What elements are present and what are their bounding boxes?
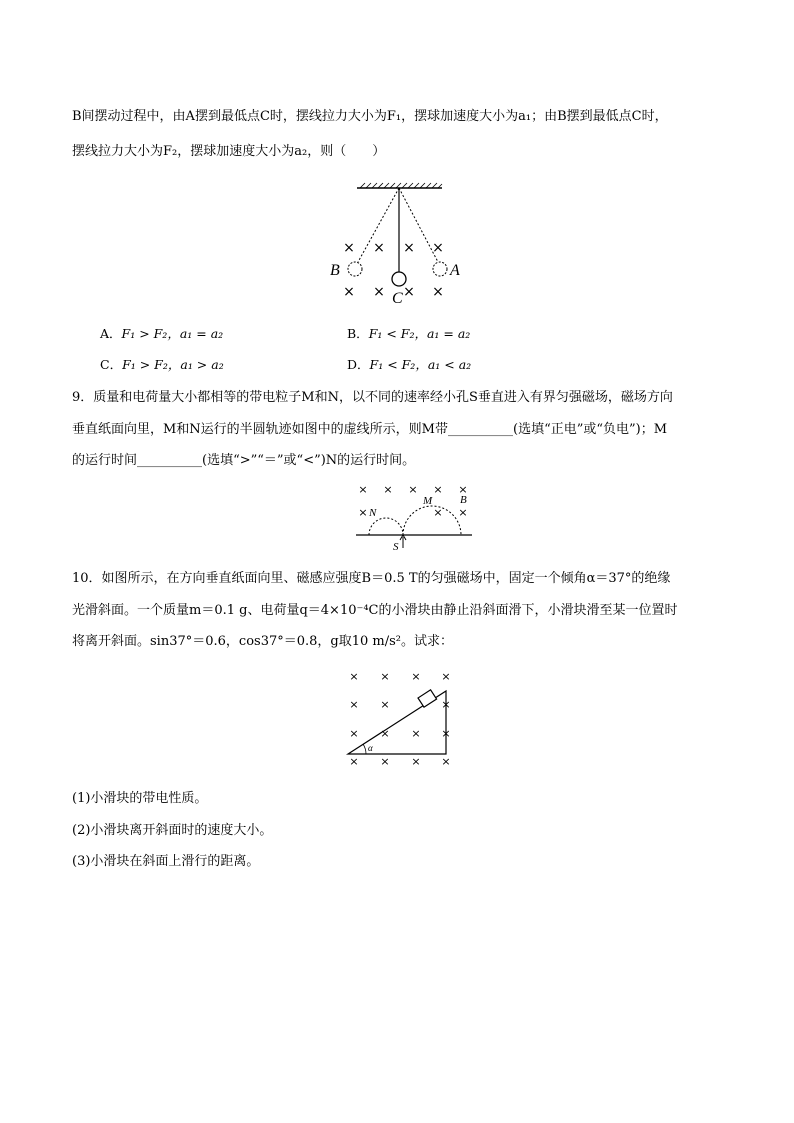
field-cross: ×	[432, 284, 444, 300]
q10-part-2: (2)小滑块离开斜面时的速度大小。	[72, 823, 273, 838]
trajectory-M	[403, 506, 461, 535]
q8-option-D	[347, 356, 471, 374]
q10-part-1: (1)小滑块的带电性质。	[72, 791, 208, 806]
field-cross: ×	[358, 483, 368, 496]
q8-option-C	[100, 356, 224, 374]
field-cross: ×	[411, 670, 421, 683]
field-cross: ×	[441, 727, 451, 740]
field-cross: ×	[373, 240, 385, 256]
label-C: C	[392, 290, 403, 307]
option-text: F₁ > F₂，a₁ = a₂	[121, 326, 224, 341]
pendulum-figure	[320, 180, 480, 310]
option-text: F₁ < F₂，a₁ < a₂	[369, 357, 472, 372]
label-A: A	[450, 262, 460, 279]
field-cross: ×	[441, 698, 451, 711]
field-cross: ×	[403, 284, 415, 300]
field-cross: ×	[343, 240, 355, 256]
field-cross: ×	[380, 727, 390, 740]
field-cross: ×	[441, 670, 451, 683]
label-S: S	[393, 541, 399, 553]
q9-text-line-1: 9．质量和电荷量大小都相等的带电粒子M和N，以不同的速率经小孔S垂直进入有界匀强磁场，磁场方向	[72, 390, 673, 405]
field-cross: ×	[433, 506, 443, 519]
label-N: N	[369, 507, 377, 519]
field-cross: ×	[411, 727, 421, 740]
field-cross: ×	[408, 483, 418, 496]
field-cross: ×	[380, 670, 390, 683]
field-cross: ×	[380, 755, 390, 768]
magnetic-field-trajectory-figure	[348, 478, 478, 558]
field-cross: ×	[433, 483, 443, 496]
field-cross: ×	[403, 240, 415, 256]
ball-A	[433, 262, 447, 276]
option-letter: B．	[347, 326, 369, 341]
field-cross: ×	[373, 284, 385, 300]
label-M: M	[423, 495, 433, 507]
option-text: F₁ > F₂，a₁ > a₂	[122, 357, 224, 372]
slider-block	[418, 690, 437, 707]
incline-figure	[340, 665, 460, 770]
field-cross: ×	[458, 506, 468, 519]
field-cross: ×	[383, 483, 393, 496]
q10-text-line-2: 光滑斜面。一个质量m＝0.1 g、电荷量q＝4×10⁻⁴C的小滑块由静止沿斜面滑下，小滑块滑至某一位置时	[72, 603, 678, 618]
field-cross: ×	[441, 755, 451, 768]
q8-text-line-2: 摆线拉力大小为F₂，摆球加速度大小为a₂，则（ ）	[72, 144, 386, 159]
ball-B	[348, 262, 362, 276]
option-text: F₁ < F₂，a₁ = a₂	[368, 326, 471, 341]
q10-text-line-3: 将离开斜面。sin37°＝0.6，cos37°＝0.8，g取10 m/s²。试求：	[72, 634, 453, 649]
q8-option-A	[100, 325, 223, 343]
field-cross: ×	[349, 755, 359, 768]
label-alpha: α	[368, 743, 373, 753]
option-letter: C．	[100, 357, 123, 372]
q9-text-line-3: 的运行时间__________(选填“>”“＝”或“<”)N的运行时间。	[72, 453, 416, 468]
field-cross: ×	[458, 483, 468, 496]
field-cross: ×	[411, 755, 421, 768]
q10-text-line-1: 10．如图所示，在方向垂直纸面向里、磁感应强度B＝0.5 T的匀强磁场中，固定一个倾角α＝37°的绝缘	[72, 571, 671, 586]
q10-part-3: (3)小滑块在斜面上滑行的距离。	[72, 854, 260, 869]
field-cross: ×	[349, 698, 359, 711]
q9-text-line-2: 垂直纸面向里，M和N运行的半圆轨迹如图中的虚线所示，则M带__________(选填“正电”或“负电”)；M	[72, 422, 668, 437]
field-cross: ×	[432, 240, 444, 256]
q8-option-B	[347, 325, 470, 343]
option-letter: D．	[347, 357, 370, 372]
field-cross: ×	[349, 670, 359, 683]
field-cross: ×	[343, 284, 355, 300]
field-cross: ×	[349, 727, 359, 740]
q8-text-line-1: B间摆动过程中，由A摆到最低点C时，摆线拉力大小为F₁，摆球加速度大小为a₁；由B摆到最低点C时，	[72, 109, 668, 124]
label-B: B	[460, 494, 467, 506]
field-cross: ×	[358, 506, 368, 519]
field-cross: ×	[380, 698, 390, 711]
trajectory-N	[369, 518, 403, 535]
option-letter: A．	[100, 326, 122, 341]
label-B: B	[330, 262, 340, 279]
